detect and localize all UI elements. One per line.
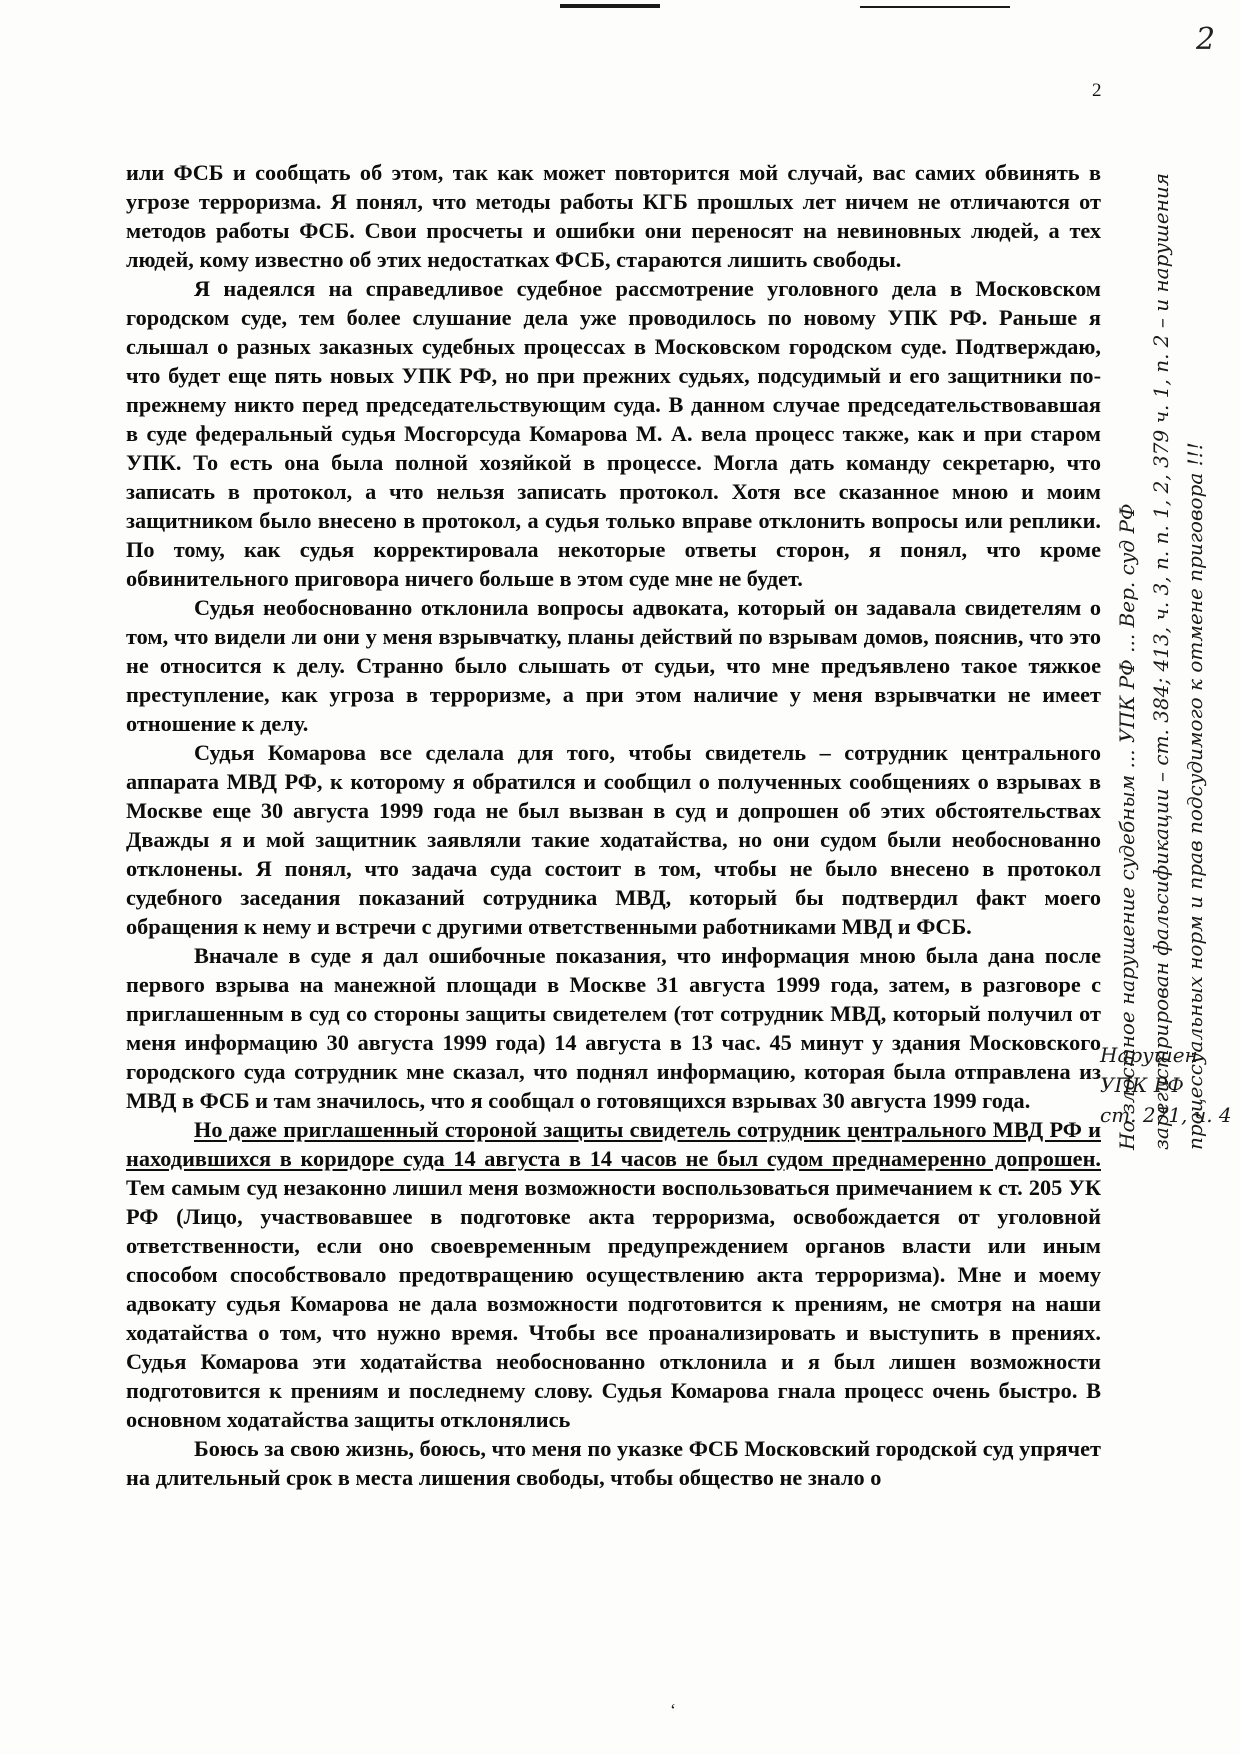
paragraph-6-rest: Тем самым суд незаконно лишил меня возможности воспользоваться примечанием к ст. 205 УК РФ (Лицо, участвовавшее в подготовке акта терроризма, освобождается от уголовной ответственности, если оно своевременным предупреждением органов власти или иным способом способствовало предотвращению осуществлению акта терроризма). Мне и моему адвокату судья Комарова не дала возможности подготовится к прениям, не смотря на наши ходатайства о том, что нужно время. Чтобы все проанализировать и выступить в прениях. Судья Комарова эти ходатайства необоснованно отклонила и я был лишен возможности подготовится к прениям и последнему слову. Судья Комарова гнала процесс очень быстро. В основном ходатайства защиты отклонялись: [126, 1175, 1101, 1432]
page-number: 2: [1092, 80, 1102, 101]
margin-note-line-2: зарегистрирован фальсификации – ст. 384; 413, ч. 3, п. п. 1, 2, 379 ч. 1, п. 2 – и нарушения: [1149, 172, 1173, 1150]
margin-note-line-3: процессуальных норм и прав подсудимого к отмене приговора !!!: [1183, 442, 1207, 1150]
paragraph-6: [126, 1115, 1101, 1434]
paragraph-3: Судья необоснованно отклонила вопросы адвоката, который он задавала свидетелям о том, что видели ли они у меня взрывчатку, планы действий по взрывам домов, пояснив, что это не относится к делу. Странно было слышать от судьи, что мне предъявлено такое тяжкое преступление, как угроза в терроризме, а при этом наличие у меня взрывчатки не имеет отношение к делу.: [126, 595, 1101, 736]
underlined-passage: Но даже приглашенный стороной защиты свидетель сотрудник центрального МВД РФ и находившихся в коридоре суда 14 августа в 14 часов не был судом преднамеренно допрошен.: [126, 1117, 1101, 1171]
margin-note-line-1: Но злостное нарушение судебным ... УПК РФ ... Вер. суд РФ: [1115, 503, 1139, 1150]
paragraph-4: Судья Комарова все сделала для того, чтобы свидетель – сотрудник центрального аппарата МВД РФ, к которому я обратился и сообщил о полученных сообщениях о взрывах в Москве еще 30 августа 1999 года не был вызван в суд и допрошен об этих обстоятельствах Дважды я и мой защитник заявляли такие ходатайства, но они судом были необоснованно отклонены. Я понял, что задача суда состоит в том, чтобы не было внесено в протокол судебного заседания показаний сотрудника МВД, который бы подтвердил факт моего обращения к нему и встречи с другими ответственными работниками МВД и ФСБ.: [126, 740, 1101, 939]
paragraph-5: Вначале в суде я дал ошибочные показания, что информация мною была дана после первого взрыва на манежной площади в Москве 31 августа 1999 года, затем, в разговоре с приглашенным в суд со стороны защиты свидетелем (тот сотрудник МВД, который получил от меня информацию 30 августа 1999 года) 14 августа в 13 час. 45 минут у здания Московского городского суда сотрудник мне сказал, что поднял информацию, которая была отправлена из МВД в ФСБ и там значилось, что я сообщал о готовящихся взрывах 30 августа 1999 года.: [126, 943, 1101, 1113]
margin-note-right-line-3: ст. 271, ч. 4: [1100, 1103, 1232, 1127]
margin-note-right-line-1: Нарушен: [1100, 1043, 1198, 1067]
corner-page-mark: 2: [1196, 22, 1216, 57]
margin-note-right-line-2: УПК РФ: [1100, 1073, 1184, 1097]
document-body: [126, 158, 1101, 1492]
footer-mark: ‘: [670, 1700, 676, 1720]
scan-artifact-top-right: [860, 6, 1010, 8]
handwritten-margin-note: [1100, 1040, 1240, 1130]
paragraph-2: Я надеялся на справедливое судебное рассмотрение уголовного дела в Московском городском суде, тем более слушание дела уже проводилось по новому УПК РФ. Раньше я слышал о разных заказных судебных процессах в Московском городском суде. Подтверждаю, что будет еще пять новых УПК РФ, но при прежних судьях, подсудимый и его защитники по-прежнему никто перед председательствующим суда. В данном случае председательствовавшая в суде федеральный судья Мосгорсуда Комарова М. А. вела процесс также, как и при старом УПК. То есть она была полной хозяйкой в процессе. Могла дать команду секретарю, что записать в протокол, а что нельзя записать протокол. Хотя все сказанное мною и моим защитником было внесено в протокол, а судья только вправе отклонить вопросы или реплики. По тому, как судья корректировала некоторые ответы сторон, я понял, что кроме обвинительного приговора ничего больше в этом суде мне не будет.: [126, 276, 1101, 591]
paragraph-7: Боюсь за свою жизнь, боюсь, что меня по указке ФСБ Московский городской суд упрячет на длительный срок в места лишения свободы, чтобы общество не знало о: [126, 1436, 1101, 1490]
scan-artifact-top: [560, 4, 660, 8]
paragraph-1: или ФСБ и сообщать об этом, так как может повторится мой случай, вас самих обвинять в угрозе терроризма. Я понял, что методы работы КГБ прошлых лет ничем не отличаются от методов работы ФСБ. Свои просчеты и ошибки они переносят на невиновных людей, а тех людей, кому известно об этих недостатках ФСБ, стараются лишить свободы.: [126, 160, 1101, 272]
